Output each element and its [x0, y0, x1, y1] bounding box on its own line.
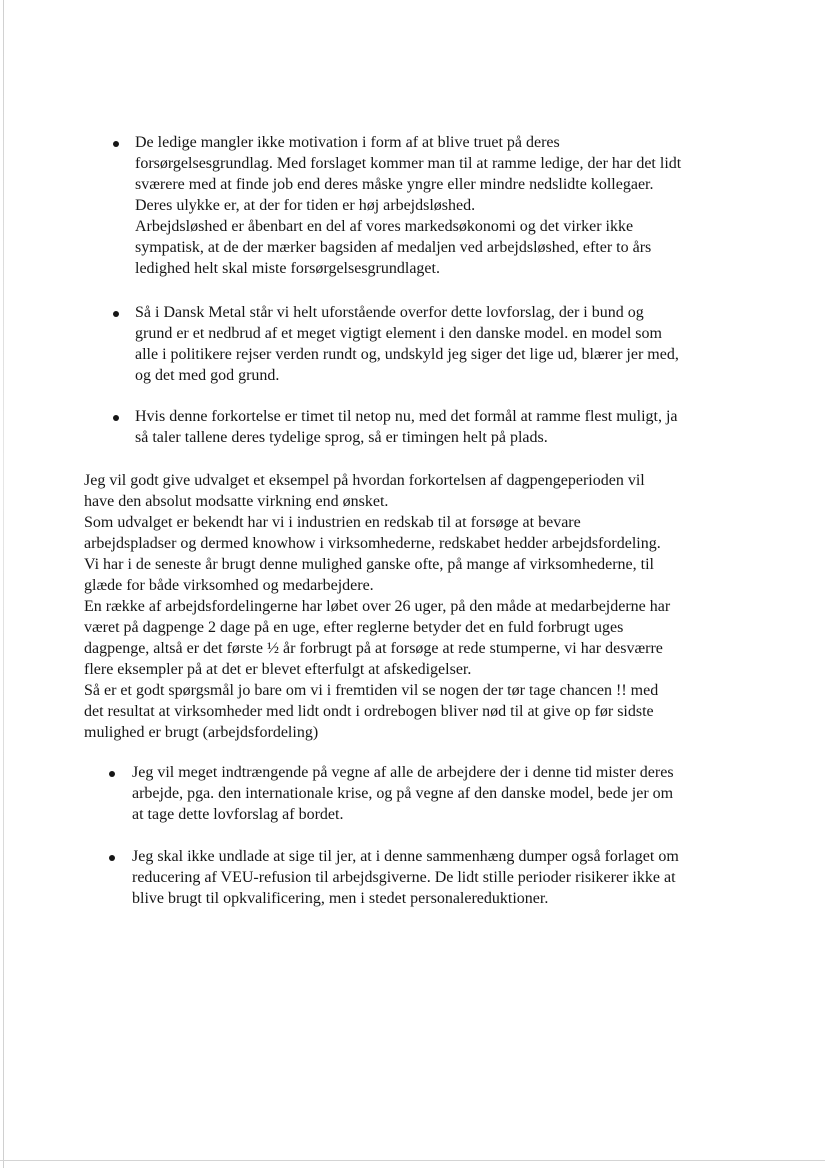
text-line: Så i Dansk Metal står vi helt uforstående overfor dette lovforslag, der i bund og — [135, 304, 644, 321]
text-line: sympatisk, at de der mærker bagsiden af medaljen ved arbejdsløshed, efter to års — [135, 239, 652, 256]
text-line: Som udvalget er bekendt har vi i industrien en redskab til at forsøge at bevare — [84, 514, 581, 531]
text-line: mulighed er brugt (arbejdsfordeling) — [84, 724, 319, 741]
bullet-dot-icon — [113, 141, 119, 147]
text-line: have den absolut modsatte virkning end ønsket. — [84, 493, 389, 510]
bullet-text — [132, 762, 782, 825]
text-line: blive brugt til opkvalificering, men i stedet personalereduktioner. — [132, 890, 549, 907]
bullet-dot-icon — [109, 771, 115, 777]
text-line: Arbejdsløshed er åbenbart en del af vores markedsøkonomi og det virker ikke — [135, 218, 634, 235]
text-line: Så er et godt spørgsmål jo bare om vi i fremtiden vil se nogen der tør tage chancen !! med — [84, 682, 659, 699]
text-line: De ledige mangler ikke motivation i form af at blive truet på deres — [135, 134, 560, 151]
text-line: så taler tallene deres tydelige sprog, så er timingen helt på plads. — [135, 429, 548, 446]
text-line: Vi har i de seneste år brugt denne mulighed ganske ofte, på mange af virksomhederne, til — [84, 556, 654, 573]
bullet-text — [135, 406, 775, 448]
text-line: arbejdspladser og dermed knowhow i virksomhederne, redskabet hedder arbejdsfordeling. — [84, 535, 661, 552]
text-line: Hvis denne forkortelse er timet til netop nu, med det formål at ramme flest muligt, ja — [135, 408, 678, 425]
text-line: reducering af VEU-refusion til arbejdsgiverne. De lidt stille perioder risikerer ikke at — [132, 869, 676, 886]
text-line: alle i politikere rejser verden rundt og, undskyld jeg siger det lige ud, blærer jer med, — [135, 346, 679, 363]
text-line: glæde for både virksomhed og medarbejdere. — [84, 577, 374, 594]
text-line: Jeg skal ikke undlade at sige til jer, at i denne sammenhæng dumper også forlaget om — [132, 848, 679, 865]
text-line: og det med god grund. — [135, 367, 280, 384]
bullet-text — [135, 302, 775, 386]
text-line: ledighed helt skal miste forsørgelsesgrundlaget. — [135, 260, 440, 277]
text-line: dagpenge, altså er det første ½ år forbrugt på at forsøge at rede stumperne, vi har desværre — [84, 640, 663, 657]
text-line: forsørgelsesgrundlag. Med forslaget kommer man til at ramme ledige, der har det lidt — [135, 155, 682, 172]
body-paragraph — [84, 470, 784, 743]
text-line: grund er et nedbrud af et meget vigtigt element i den danske model. en model som — [135, 325, 662, 342]
text-line: En række af arbejdsfordelingerne har løbet over 26 uger, på den måde at medarbejderne har — [84, 598, 671, 615]
scan-edge-bottom — [0, 1160, 825, 1161]
scan-edge-left — [3, 0, 4, 1168]
text-line: flere eksempler på at det er blevet efterfulgt at afskedigelser. — [84, 661, 472, 678]
bullet-text — [132, 846, 782, 909]
text-line: sværere med at finde job end deres måske yngre eller mindre nedslidte kollegaer. — [135, 176, 654, 193]
text-line: Jeg vil meget indtrængende på vegne af alle de arbejdere der i denne tid mister deres — [132, 764, 674, 781]
text-line: det resultat at virksomheder med lidt ondt i ordrebogen bliver nød til at give op før sidste — [84, 703, 654, 720]
text-line: arbejde, pga. den internationale krise, og på vegne af den danske model, bede jer om — [132, 785, 674, 802]
text-line: været på dagpenge 2 dage på en uge, efter reglerne betyder det en fuld forbrugt uges — [84, 619, 624, 636]
bullet-text — [135, 132, 775, 279]
bullet-dot-icon — [113, 415, 119, 421]
text-line: Deres ulykke er, at der for tiden er høj arbejdsløshed. — [135, 197, 476, 214]
text-line: at tage dette lovforslag af bordet. — [132, 806, 344, 823]
bullet-dot-icon — [113, 311, 119, 317]
bullet-dot-icon — [109, 855, 115, 861]
text-line: Jeg vil godt give udvalget et eksempel på hvordan forkortelsen af dagpengeperioden vil — [84, 472, 645, 489]
